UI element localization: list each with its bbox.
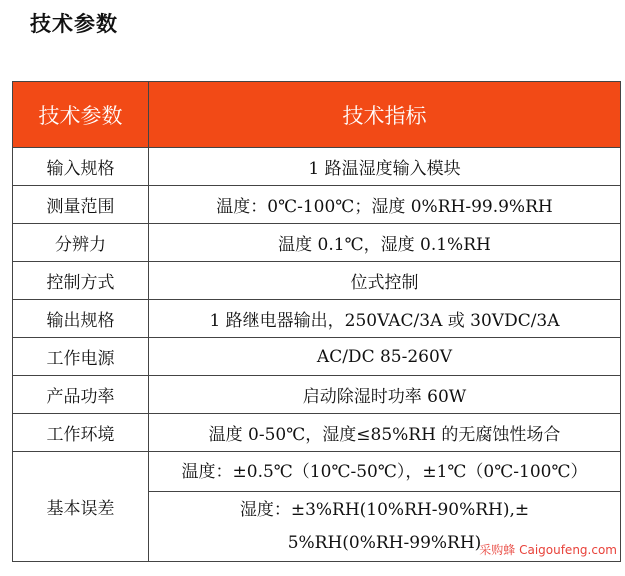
spec-table [12, 81, 621, 562]
value-cell: 温度 0-50℃，湿度≤85%RH 的无腐蚀性场合 [149, 414, 621, 452]
value-cell: 1 路继电器输出，250VAC/3A 或 30VDC/3A [149, 300, 621, 338]
param-cell: 分辨力 [13, 224, 149, 262]
watermark: 采购蜂 Caigoufeng.com [479, 543, 617, 557]
table-row [13, 376, 621, 414]
param-cell: 输出规格 [13, 300, 149, 338]
page-title: 技术参数 [30, 12, 118, 36]
table-row [13, 262, 621, 300]
table-row [13, 224, 621, 262]
param-cell: 基本误差 [13, 452, 149, 562]
temperature-error: 温度：±0.5℃（10℃-50℃），±1℃（0℃-100℃） [149, 454, 620, 492]
param-cell: 工作电源 [13, 338, 149, 376]
table-row [13, 186, 621, 224]
value-cell: 温度 0.1℃，湿度 0.1%RH [149, 224, 621, 262]
header-value: 技术指标 [149, 82, 621, 148]
table-row [13, 338, 621, 376]
table-row [13, 148, 621, 186]
humidity-error-b: 5%RH(0%RH-99%RH) [287, 532, 482, 553]
param-cell: 产品功率 [13, 376, 149, 414]
humidity-error-a: 湿度：±3%RH(10%RH-90%RH),± [239, 499, 530, 520]
value-cell: 1 路温湿度输入模块 [149, 148, 621, 186]
table-header-row [13, 82, 621, 148]
value-cell: 温度：0℃-100℃；湿度 0%RH-99.9%RH [149, 186, 621, 224]
value-cell: 位式控制 [149, 262, 621, 300]
table-row [13, 300, 621, 338]
value-cell: 启动除湿时功率 60W [149, 376, 621, 414]
param-cell: 输入规格 [13, 148, 149, 186]
header-param: 技术参数 [13, 82, 149, 148]
param-cell: 控制方式 [13, 262, 149, 300]
value-cell: AC/DC 85-260V [149, 338, 621, 376]
table-row [13, 414, 621, 452]
param-cell: 测量范围 [13, 186, 149, 224]
param-cell: 工作环境 [13, 414, 149, 452]
